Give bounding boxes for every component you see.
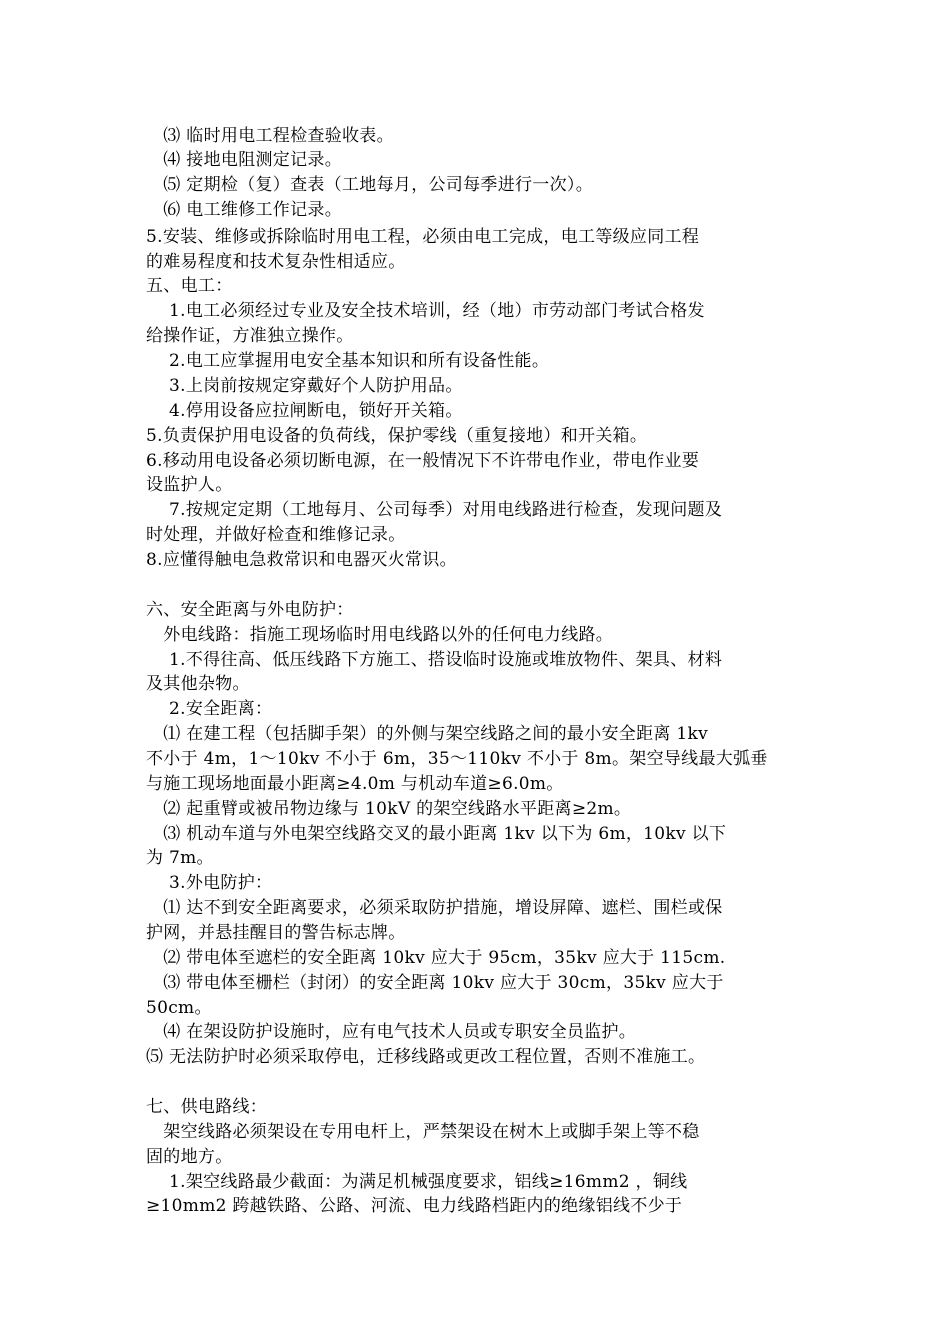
text-line: 及其他杂物。 — [146, 674, 250, 694]
text-line: ⑷ 在架设防护设施时，应有电气技术人员或专职安全员监护。 — [146, 1022, 637, 1042]
section-heading: 六、安全距离与外电防护： — [146, 600, 354, 620]
text-line: ⑶ 临时用电工程检查验收表。 — [146, 126, 394, 146]
text-line: 架空线路必须架设在专用电杆上，严禁架设在树木上或脚手架上等不稳 — [146, 1122, 700, 1142]
text-line: 外电线路：指施工现场临时用电线路以外的任何电力线路。 — [146, 625, 614, 645]
text-line: ⑶ 机动车道与外电架空线路交叉的最小距离 1kv 以下为 6m，10kv 以下 — [146, 824, 727, 844]
text-line: 设监护人。 — [146, 475, 233, 495]
text-line: 1.架空线路最少截面：为满足机械强度要求，铝线≥16mm2 ，铜线 — [146, 1172, 688, 1192]
text-line: ⑸ 无法防护时必须采取停电，迁移线路或更改工程位置，否则不准施工。 — [146, 1047, 706, 1067]
text-line: 3.外电防护： — [146, 873, 273, 893]
text-line: 8.应懂得触电急救常识和电器灭火常识。 — [146, 550, 457, 570]
text-line: 不小于 4m，1～10kv 不小于 6m，35～110kv 不小于 8m。架空导线最大弧垂 — [146, 749, 768, 769]
text-line: 5.安装、维修或拆除临时用电工程，必须由电工完成，电工等级应同工程 — [146, 227, 700, 247]
text-line: 2.安全距离： — [146, 699, 273, 719]
text-line: 4.停用设备应拉闸断电，锁好开关箱。 — [146, 401, 463, 421]
text-line: ⑷ 接地电阻测定记录。 — [146, 150, 343, 170]
text-line: 固的地方。 — [146, 1147, 233, 1167]
text-line: 时处理，并做好检查和维修记录。 — [146, 525, 406, 545]
text-line: 5.负责保护用电设备的负荷线，保护零线（重复接地）和开关箱。 — [146, 426, 648, 446]
text-line: 6.移动用电设备必须切断电源，在一般情况下不许带电作业，带电作业要 — [146, 451, 700, 471]
text-line: 1.不得往高、低压线路下方施工、搭设临时设施或堆放物件、架具、材料 — [146, 650, 723, 670]
text-line: 2.电工应掌握用电安全基本知识和所有设备性能。 — [146, 351, 550, 371]
text-line: ⑹ 电工维修工作记录。 — [146, 200, 343, 220]
text-line: 为 7m。 — [146, 848, 214, 868]
section-heading: 七、供电路线： — [146, 1097, 268, 1117]
text-line: ⑵ 起重臂或被吊物边缘与 10kV 的架空线路水平距离≥2m。 — [146, 799, 632, 819]
section-heading: 五、电工： — [146, 276, 233, 296]
text-line: ⑵ 带电体至遮栏的安全距离 10kv 应大于 95cm，35kv 应大于 115cm. — [146, 948, 726, 968]
text-line: 与施工现场地面最小距离≥4.0m 与机动车道≥6.0m。 — [146, 774, 564, 794]
text-line: 给操作证，方准独立操作。 — [146, 326, 354, 346]
text-line: ⑸ 定期检（复）查表（工地每月，公司每季进行一次）。 — [146, 175, 594, 195]
text-line: ⑴ 在建工程（包括脚手架）的外侧与架空线路之间的最小安全距离 1kv — [146, 724, 709, 744]
text-line: 护网，并悬挂醒目的警告标志牌。 — [146, 923, 406, 943]
text-line: 7.按规定定期（工地每月、公司每季）对用电线路进行检查，发现问题及 — [146, 500, 723, 520]
text-line: 1.电工必须经过专业及安全技术培训，经（地）市劳动部门考试合格发 — [146, 301, 705, 321]
text-line: ⑴ 达不到安全距离要求，必须采取防护措施，增设屏障、遮栏、围栏或保 — [146, 898, 723, 918]
text-line: ⑶ 带电体至栅栏（封闭）的安全距离 10kv 应大于 30cm，35kv 应大于 — [146, 973, 724, 993]
text-line: 的难易程度和技术复杂性相适应。 — [146, 252, 406, 272]
text-line: ≥10mm2 跨越铁路、公路、河流、电力线路档距内的绝缘铝线不少于 — [146, 1196, 683, 1216]
text-line: 50cm。 — [146, 998, 212, 1018]
text-line: 3.上岗前按规定穿戴好个人防护用品。 — [146, 376, 463, 396]
